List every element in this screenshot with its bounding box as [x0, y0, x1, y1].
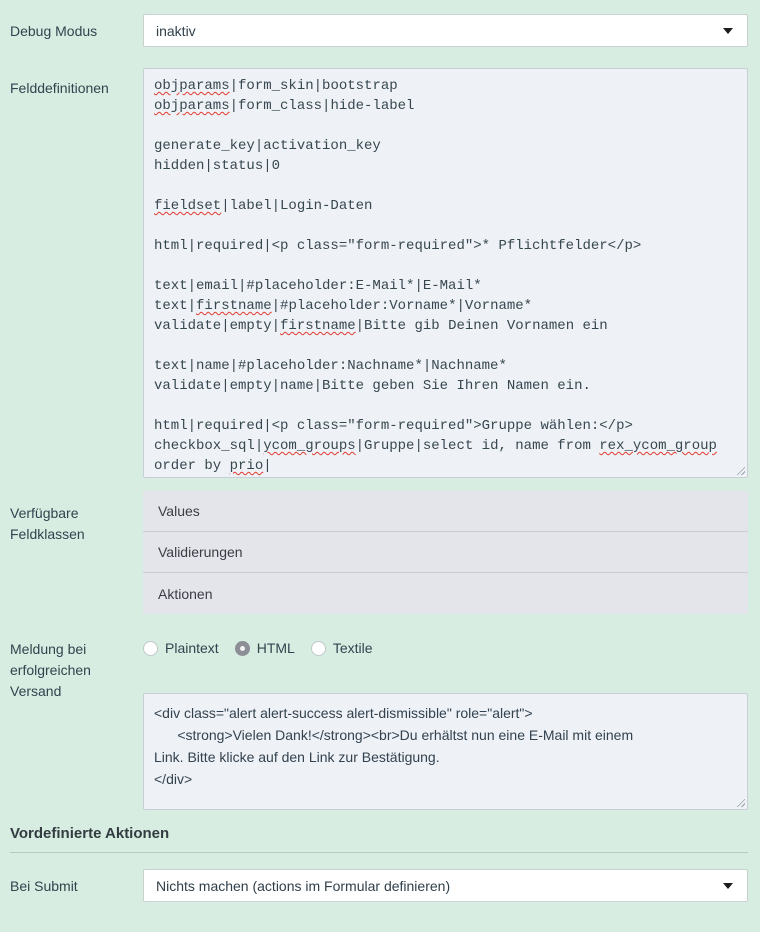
code-line: checkbox_sql|ycom_groups|Gruppe|select id, name from rex_ycom_group [154, 438, 717, 454]
code-line [154, 176, 737, 196]
radio-option-html[interactable] [235, 640, 295, 656]
feldklassen-accordion [143, 491, 748, 614]
alert-code-line: <strong>Vielen Dank!</strong><br>Du erhältst nun eine E-Mail mit einem [154, 727, 634, 743]
chevron-down-icon [723, 883, 733, 889]
radio-unchecked-icon [143, 641, 158, 656]
radio-unchecked-icon [311, 641, 326, 656]
alert-code-line: Link. Bitte klicke auf den Link zur Bestätigung. [154, 749, 440, 765]
code-line: objparams|form_skin|bootstrap [154, 78, 398, 94]
form-row-felddefinitionen [10, 68, 748, 478]
code-line [154, 396, 737, 416]
code-line [154, 336, 737, 356]
alert-code-line: <div class="alert alert-success alert-dismissible" role="alert"> [154, 705, 533, 721]
radio-option-plaintext[interactable] [143, 640, 219, 656]
code-line: validate|empty|name|Bitte geben Sie Ihren Namen ein. [154, 378, 591, 394]
yform-settings-page [0, 14, 760, 932]
code-line: generate_key|activation_key [154, 138, 381, 154]
felddefinitionen-label: Felddefinitionen [10, 80, 109, 96]
misspelled-word: fieldset [154, 198, 222, 214]
meldung-label: Meldung bei erfolgreichen Versand [10, 641, 91, 699]
resize-handle[interactable] [734, 796, 745, 807]
debug-modus-label: Debug Modus [10, 23, 98, 39]
misspelled-word: firstname [196, 298, 272, 314]
code-line: text|email|#placeholder:E-Mail*|E-Mail* [154, 278, 482, 294]
form-row-feldklassen [10, 491, 748, 614]
bei-submit-label: Bei Submit [10, 878, 78, 894]
radio-option-textile[interactable] [311, 640, 373, 656]
bei-submit-selected-value: Nichts machen (actions im Formular definieren) [156, 877, 451, 894]
code-line [154, 116, 737, 136]
radio-option-label: Plaintext [165, 640, 219, 656]
debug-modus-select[interactable] [143, 14, 748, 47]
vordefinierte-aktionen-heading: Vordefinierte Aktionen [10, 825, 748, 853]
form-row-bei-submit [10, 869, 748, 902]
meldung-textarea[interactable] [143, 693, 748, 810]
code-line: order by prio| [154, 458, 272, 474]
code-line: hidden|status|0 [154, 158, 281, 174]
radio-checked-icon [235, 641, 250, 656]
form-row-meldung [10, 638, 748, 810]
misspelled-word: objparams [154, 98, 230, 114]
misspelled-word: ycom_groups [263, 438, 356, 454]
felddefinitionen-code [154, 76, 737, 476]
alert-code-line: </div> [154, 771, 193, 787]
code-line: text|name|#placeholder:Nachname*|Nachname* [154, 358, 507, 374]
code-line: text|firstname|#placeholder:Vorname*|Vorname* [154, 298, 533, 314]
feldklassen-label: Verfügbare Feldklassen [10, 505, 85, 542]
code-line [154, 256, 737, 276]
code-line: html|required|<p class="form-required">* Pflichtfelder</p> [154, 238, 642, 254]
felddefinitionen-textarea[interactable] [143, 68, 748, 478]
accordion-item-values[interactable]: Values [143, 491, 748, 532]
bei-submit-select[interactable] [143, 869, 748, 902]
meldung-body [154, 702, 737, 790]
radio-option-label: HTML [256, 640, 295, 656]
chevron-down-icon [723, 28, 733, 34]
code-line [154, 216, 737, 236]
code-line: objparams|form_class|hide-label [154, 98, 415, 114]
misspelled-word: prio [229, 458, 264, 474]
code-line: html|required|<p class="form-required">Gruppe wählen:</p> [154, 418, 633, 434]
debug-modus-selected-value: inaktiv [156, 22, 196, 39]
code-line: validate|empty|firstname|Bitte gib Deinen Vornamen ein [154, 318, 608, 334]
misspelled-word: rex_ycom_group [599, 438, 717, 454]
accordion-item-validierungen[interactable]: Validierungen [143, 532, 748, 573]
meldung-radio-group [143, 638, 748, 658]
radio-option-label: Textile [332, 640, 373, 656]
misspelled-word: objparams [154, 78, 230, 94]
code-line: fieldset|label|Login-Daten [154, 198, 373, 214]
misspelled-word: firstname [280, 318, 356, 334]
accordion-item-aktionen[interactable]: Aktionen [158, 585, 213, 602]
form-row-debug-modus [10, 14, 748, 47]
